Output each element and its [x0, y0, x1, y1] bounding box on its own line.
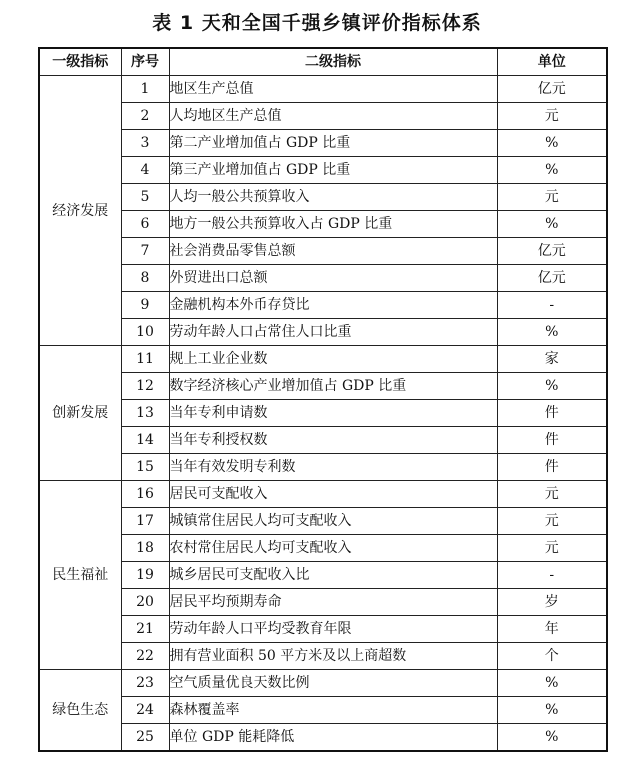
row-number: 1 — [121, 76, 169, 103]
indicator-name: 劳动年龄人口占常住人口比重 — [169, 319, 497, 346]
table-row — [39, 724, 607, 752]
table-row — [39, 643, 607, 670]
table-row — [39, 103, 607, 130]
table-row — [39, 76, 607, 103]
table-row — [39, 346, 607, 373]
indicator-name: 人均地区生产总值 — [169, 103, 497, 130]
row-number: 17 — [121, 508, 169, 535]
indicator-table — [38, 47, 608, 752]
unit-cell: 件 — [497, 427, 607, 454]
table-row — [39, 265, 607, 292]
indicator-name: 城镇常住居民人均可支配收入 — [169, 508, 497, 535]
row-number: 3 — [121, 130, 169, 157]
table-row — [39, 481, 607, 508]
indicator-name: 森林覆盖率 — [169, 697, 497, 724]
row-number: 20 — [121, 589, 169, 616]
table-row — [39, 292, 607, 319]
unit-cell: 元 — [497, 508, 607, 535]
table-row — [39, 535, 607, 562]
unit-cell: 年 — [497, 616, 607, 643]
indicator-name: 第二产业增加值占 GDP 比重 — [169, 130, 497, 157]
table-title: 表 1 天和全国千强乡镇评价指标体系 — [152, 12, 482, 34]
row-number: 23 — [121, 670, 169, 697]
unit-cell: % — [497, 670, 607, 697]
table-row — [39, 373, 607, 400]
table-row — [39, 616, 607, 643]
table-row — [39, 319, 607, 346]
indicator-name: 空气质量优良天数比例 — [169, 670, 497, 697]
table-row — [39, 427, 607, 454]
unit-cell: 元 — [497, 103, 607, 130]
row-number: 18 — [121, 535, 169, 562]
unit-cell: % — [497, 373, 607, 400]
indicator-name: 拥有营业面积 50 平方米及以上商超数 — [169, 643, 497, 670]
unit-cell: 亿元 — [497, 265, 607, 292]
header-no: 序号 — [121, 48, 169, 76]
unit-cell: - — [497, 292, 607, 319]
indicator-name: 当年专利申请数 — [169, 400, 497, 427]
row-number: 5 — [121, 184, 169, 211]
table-row — [39, 670, 607, 697]
table-row — [39, 238, 607, 265]
row-number: 4 — [121, 157, 169, 184]
unit-cell: 件 — [497, 400, 607, 427]
unit-cell: % — [497, 724, 607, 752]
row-number: 6 — [121, 211, 169, 238]
table-row — [39, 184, 607, 211]
table-header-row — [39, 48, 607, 76]
row-number: 10 — [121, 319, 169, 346]
indicator-name: 外贸进出口总额 — [169, 265, 497, 292]
row-number: 9 — [121, 292, 169, 319]
unit-cell: 件 — [497, 454, 607, 481]
unit-cell: - — [497, 562, 607, 589]
row-number: 24 — [121, 697, 169, 724]
unit-cell: % — [497, 697, 607, 724]
row-number: 7 — [121, 238, 169, 265]
indicator-name: 地区生产总值 — [169, 76, 497, 103]
unit-cell: 家 — [497, 346, 607, 373]
table-row — [39, 697, 607, 724]
indicator-name: 单位 GDP 能耗降低 — [169, 724, 497, 752]
row-number: 13 — [121, 400, 169, 427]
table-row — [39, 589, 607, 616]
category-cell: 创新发展 — [39, 346, 121, 481]
unit-cell: 元 — [497, 481, 607, 508]
unit-cell: 亿元 — [497, 238, 607, 265]
indicator-name: 金融机构本外币存贷比 — [169, 292, 497, 319]
indicator-name: 城乡居民可支配收入比 — [169, 562, 497, 589]
indicator-name: 数字经济核心产业增加值占 GDP 比重 — [169, 373, 497, 400]
row-number: 19 — [121, 562, 169, 589]
table-row — [39, 157, 607, 184]
row-number: 2 — [121, 103, 169, 130]
unit-cell: 岁 — [497, 589, 607, 616]
indicator-name: 地方一般公共预算收入占 GDP 比重 — [169, 211, 497, 238]
table-row — [39, 400, 607, 427]
header-unit: 单位 — [497, 48, 607, 76]
indicator-name: 第三产业增加值占 GDP 比重 — [169, 157, 497, 184]
table-row — [39, 508, 607, 535]
row-number: 16 — [121, 481, 169, 508]
row-number: 15 — [121, 454, 169, 481]
indicator-name: 规上工业企业数 — [169, 346, 497, 373]
row-number: 21 — [121, 616, 169, 643]
indicator-name: 当年专利授权数 — [169, 427, 497, 454]
row-number: 25 — [121, 724, 169, 752]
row-number: 11 — [121, 346, 169, 373]
indicator-name: 居民可支配收入 — [169, 481, 497, 508]
table-row — [39, 211, 607, 238]
category-cell: 民生福祉 — [39, 481, 121, 670]
table-row — [39, 454, 607, 481]
unit-cell: 个 — [497, 643, 607, 670]
indicator-name: 当年有效发明专利数 — [169, 454, 497, 481]
category-cell: 经济发展 — [39, 76, 121, 346]
header-level2: 二级指标 — [169, 48, 497, 76]
unit-cell: % — [497, 319, 607, 346]
unit-cell: % — [497, 130, 607, 157]
unit-cell: 亿元 — [497, 76, 607, 103]
unit-cell: 元 — [497, 535, 607, 562]
header-level1: 一级指标 — [39, 48, 121, 76]
indicator-name: 人均一般公共预算收入 — [169, 184, 497, 211]
unit-cell: % — [497, 157, 607, 184]
row-number: 12 — [121, 373, 169, 400]
category-cell: 绿色生态 — [39, 670, 121, 752]
unit-cell: % — [497, 211, 607, 238]
table-row — [39, 130, 607, 157]
row-number: 22 — [121, 643, 169, 670]
row-number: 8 — [121, 265, 169, 292]
row-number: 14 — [121, 427, 169, 454]
table-body — [39, 76, 607, 752]
indicator-name: 社会消费品零售总额 — [169, 238, 497, 265]
unit-cell: 元 — [497, 184, 607, 211]
indicator-name: 居民平均预期寿命 — [169, 589, 497, 616]
indicator-name: 劳动年龄人口平均受教育年限 — [169, 616, 497, 643]
indicator-name: 农村常住居民人均可支配收入 — [169, 535, 497, 562]
table-row — [39, 562, 607, 589]
